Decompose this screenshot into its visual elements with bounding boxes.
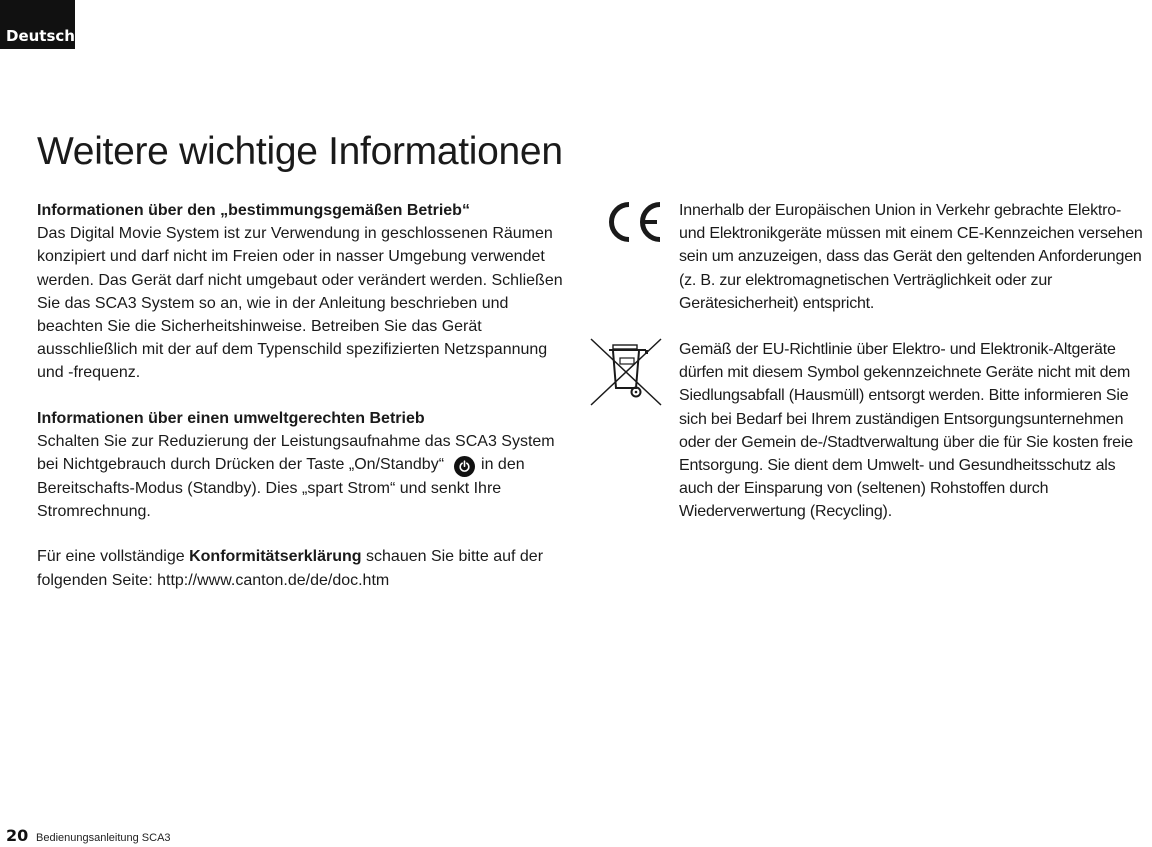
crossed-out-bin-icon xyxy=(589,337,663,412)
weee-explanation: Gemäß der EU-Richtlinie über Elektro- und Elektronik-Altgeräte dürfen mit diesem Symbol gekennzeichnete Geräte nicht mit dem Siedlungsabfall (Hausmüll) entsorgt werden. Bitte informieren Sie sich bei Bedarf bei Ihrem zuständigen Entsorgungsunternehmen oder der Gemein de-/Stadtverwaltung über die für Sie kosten freie Entsorgung. Sie dient dem Umwelt- und Gesundheitsschutz als auch der Einsparung von (seltenen) Rohstoffen durch Wiederverwertung (Recycling). xyxy=(679,341,1133,521)
section-eco-operation xyxy=(37,407,572,524)
section-eco-body-part1: Schalten Sie zur Reduzierung der Leistungsaufnahme das SCA3 System bei Nichtgebrauch durch Drücken der Taste „On/Standby“ xyxy=(37,432,555,474)
page-number: 20 xyxy=(6,826,29,845)
right-column xyxy=(679,199,1151,524)
ce-explanation: Innerhalb der Europäischen Union in Verkehr gebrachte Elektro- und Elektronikgeräte müssen mit einem CE-Kennzeichen versehen sein um anzuzeigen, dass das Gerät den geltenden Anforderungen (z. B. zur elektromagnetischen Verträglichkeit oder zur Gerätesicherheit) entspricht. xyxy=(679,202,1143,312)
section-eco-operation-heading: Informationen über einen umweltgerechten Betrieb xyxy=(37,409,425,427)
left-column xyxy=(37,199,572,592)
section-intended-use-heading: Informationen über den „bestimmungsgemäßen Betrieb“ xyxy=(37,202,470,219)
ce-mark-icon xyxy=(604,200,664,249)
language-tab-label: Deutsch xyxy=(6,27,75,45)
page-title: Weitere wichtige Informationen xyxy=(37,130,563,173)
section-eco-body-part2: in den Bereitschafts-Modus (Standby). Dies „spart Strom“ und senkt Ihre Stromrechnung. xyxy=(37,456,525,521)
power-icon xyxy=(454,456,475,477)
conformity-bold-term: Konformitätserklärung xyxy=(189,548,362,566)
footer-document-name: Bedienungsanleitung SCA3 xyxy=(36,832,171,844)
conformity-text-before: Für eine vollständige xyxy=(37,548,185,566)
section-conformity xyxy=(37,545,572,591)
conformity-text-after: schauen Sie bitte auf der folgenden Seite: http://www.canton.de/de/doc.htm xyxy=(37,548,544,589)
section-intended-use xyxy=(37,199,572,385)
language-tab xyxy=(0,0,75,49)
section-intended-use-body: Das Digital Movie System ist zur Verwendung in geschlossenen Räumen konzipiert und darf nicht im Freien oder in nasser Umgebung verwendet werden. Das Gerät darf nicht umgebaut oder verändert werden. Schließen Sie das SCA3 System so an, wie in der Anleitung beschrieben und beachten Sie die Sicherheitshinweise. Betreiben Sie das Gerät ausschließlich mit der auf dem Typenschild spezifizierten Netzspannung und -frequenz. xyxy=(37,225,563,382)
